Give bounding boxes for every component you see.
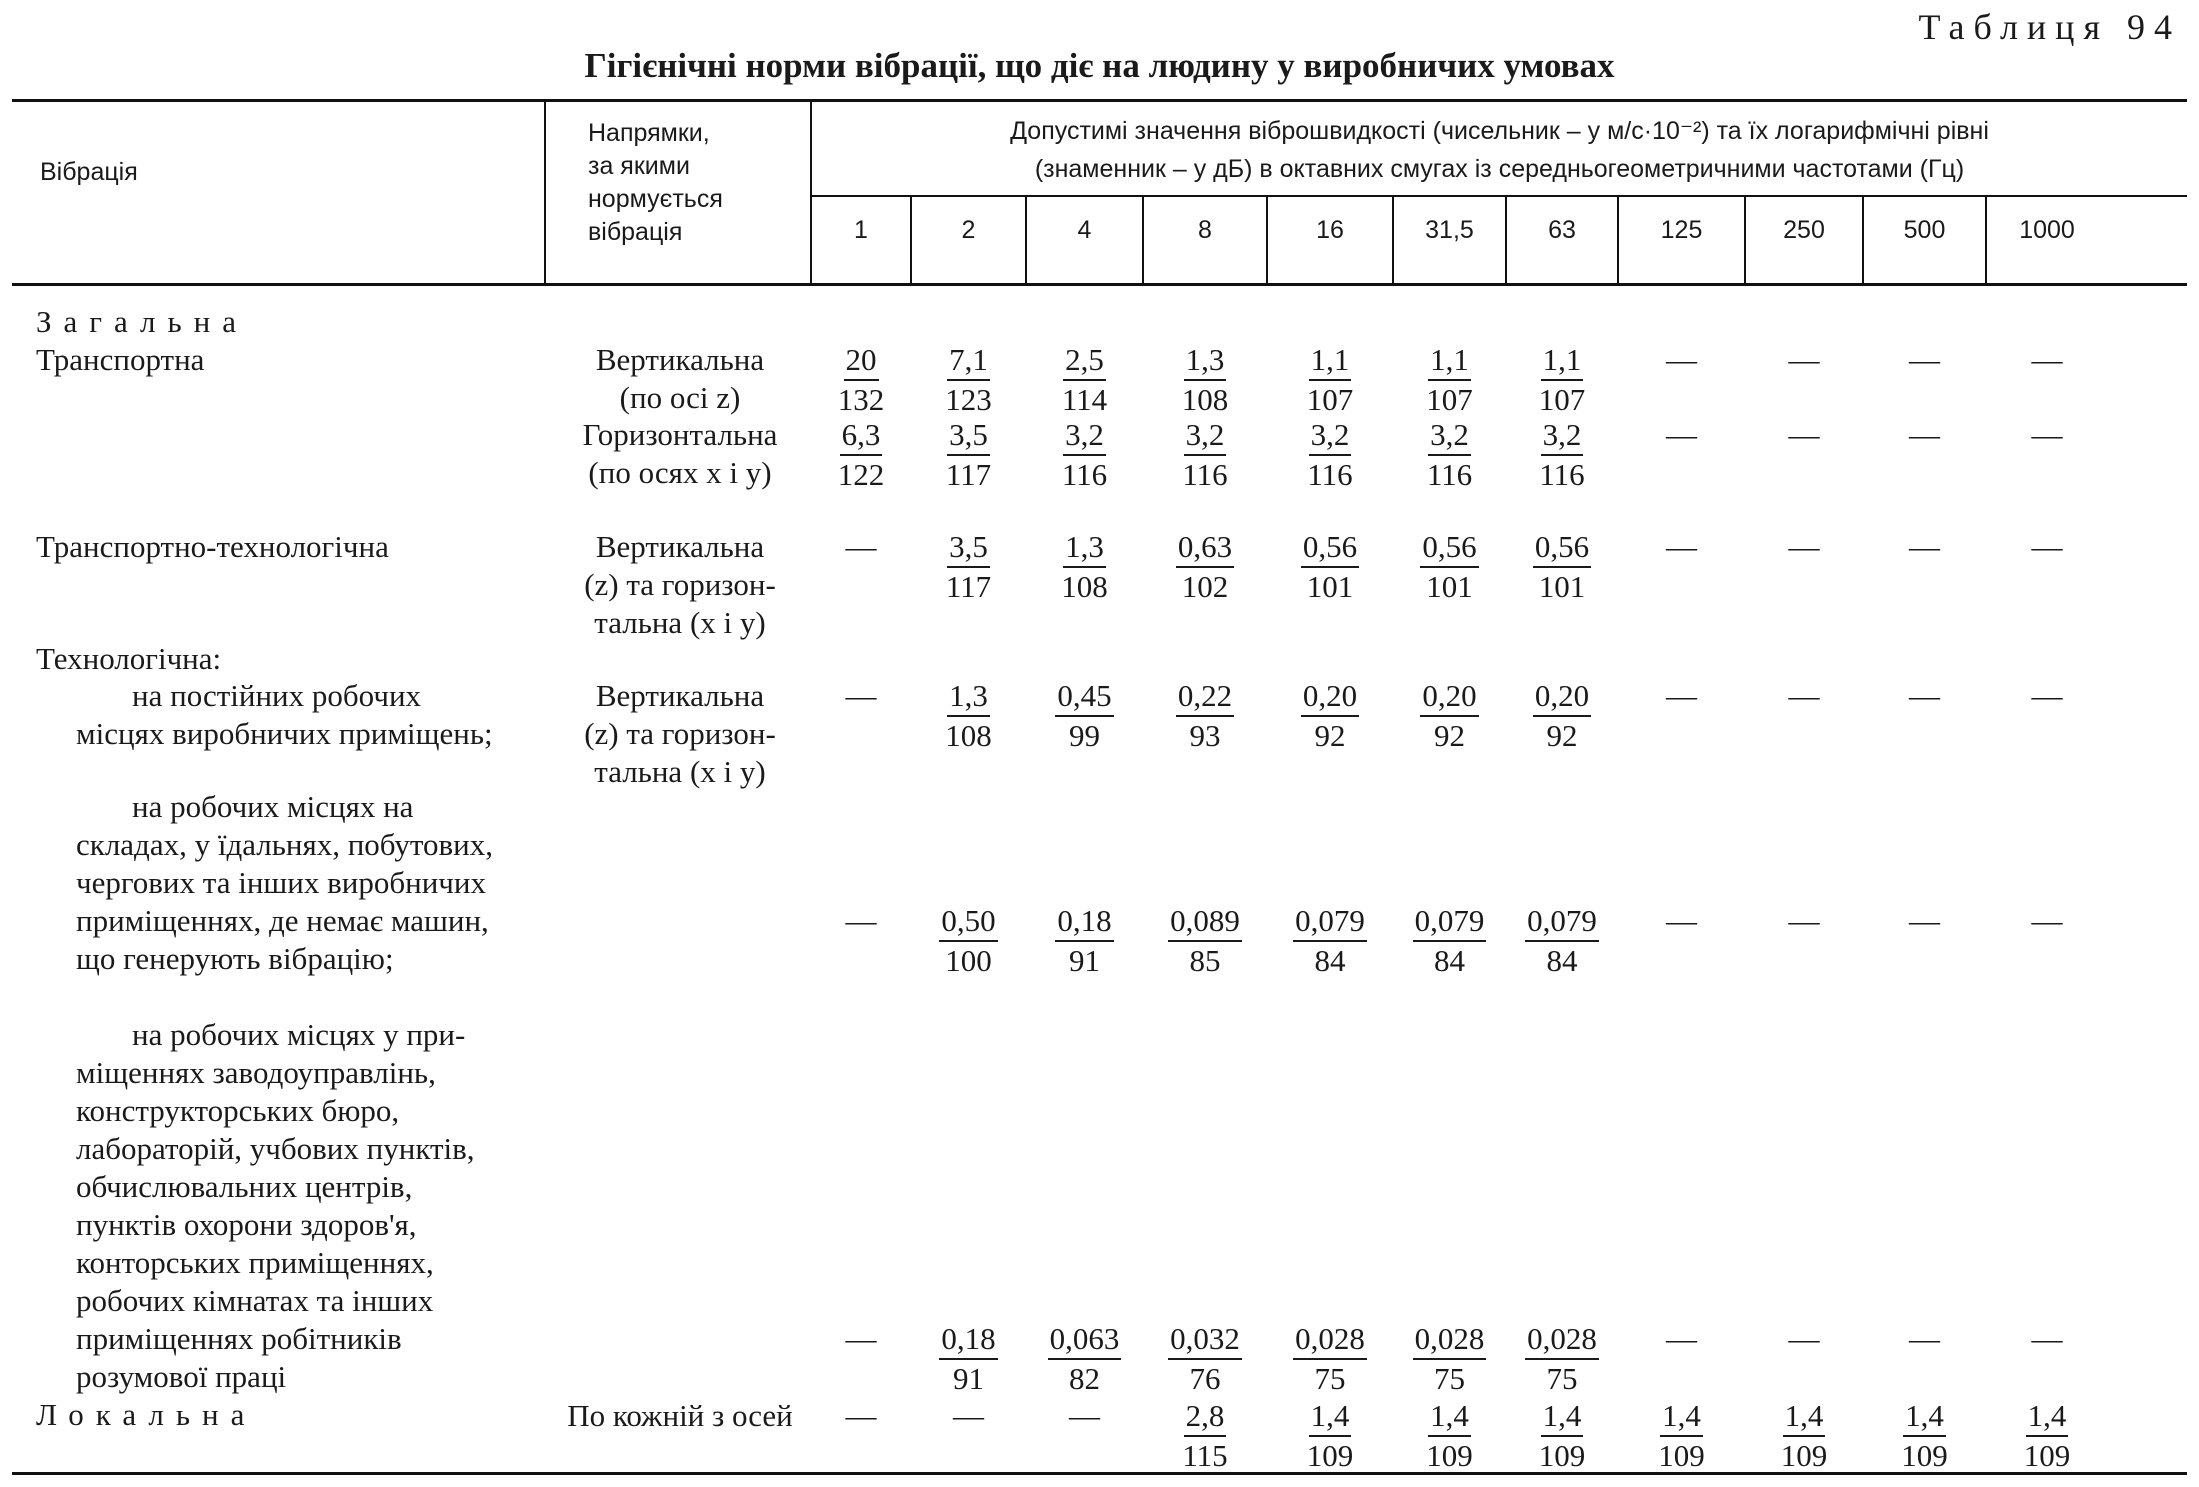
denominator: 116 <box>1426 457 1473 492</box>
numerator: 0,20 <box>1533 677 1591 717</box>
dash-cell: — <box>845 1398 877 1433</box>
denominator: 123 <box>945 382 992 417</box>
top-rule <box>12 99 2187 102</box>
dash-cell: — <box>1788 1321 1820 1356</box>
value-cell <box>1268 902 1392 980</box>
value-cell <box>1268 1397 1392 1475</box>
denominator: 91 <box>953 1361 984 1396</box>
denominator: 109 <box>2023 1438 2071 1473</box>
numerator: 0,56 <box>1533 528 1591 568</box>
numerator: 0,028 <box>1293 1320 1367 1360</box>
denominator: 116 <box>1182 457 1228 492</box>
dash-cell: — <box>1788 903 1820 938</box>
value-cell <box>1394 341 1505 419</box>
numerator: 3,2 <box>1184 416 1227 456</box>
row-tech-sub2: на робочих місцях на складах, у їдальнях, побутових, чергових та інших виробничих приміщеннях, де немає машин, що генерують вібрацію; <box>76 789 494 976</box>
numerator: 1,4 <box>1783 1397 1826 1437</box>
denominator: 114 <box>1061 382 1108 417</box>
denominator: 109 <box>1780 1438 1828 1473</box>
direction-cell: Горизонтальна (по осях x і y) <box>582 417 778 490</box>
freq-header: 2 <box>961 216 976 244</box>
numerator: 1,1 <box>1428 341 1471 381</box>
value-cell <box>1507 1320 1617 1398</box>
denominator: 84 <box>1546 943 1578 978</box>
denominator: 75 <box>1546 1361 1578 1396</box>
denominator: 107 <box>1538 382 1586 417</box>
value-cell <box>1027 528 1142 606</box>
row-local: Локальна <box>36 1397 257 1432</box>
value-cell <box>1268 341 1392 419</box>
value-cell <box>1394 1397 1505 1475</box>
value-cell <box>1507 1397 1617 1475</box>
dash-cell: — <box>1666 1321 1697 1356</box>
direction-cell: Вертикальна (z) та горизон- тальна (x і y) <box>584 678 776 789</box>
numerator: 7,1 <box>947 341 990 381</box>
denominator: 107 <box>1306 382 1354 417</box>
denominator: 108 <box>945 718 992 753</box>
value-cell <box>1144 1397 1266 1475</box>
direction-cell: Вертикальна (по осі z) <box>595 342 765 415</box>
dash-cell: — <box>1788 342 1820 377</box>
numerator: 0,56 <box>1420 528 1478 568</box>
numerator: 3,2 <box>1309 416 1352 456</box>
dash-cell: — <box>1666 417 1697 452</box>
denominator: 75 <box>1434 1361 1465 1396</box>
numerator: 0,63 <box>1176 528 1234 568</box>
value-cell <box>1144 341 1266 419</box>
value-cell <box>1144 416 1266 494</box>
value-cell <box>1027 341 1142 419</box>
denominator: 85 <box>1189 943 1221 978</box>
value-cell <box>1268 1320 1392 1398</box>
table-title: Гігієнічні норми вібрації, що діє на людину у виробничих умовах <box>584 46 1615 85</box>
denominator: 101 <box>1306 569 1354 604</box>
numerator: 3,5 <box>947 416 990 456</box>
denominator: 91 <box>1069 943 1100 978</box>
denominator: 100 <box>945 943 992 978</box>
numerator: 1,4 <box>2026 1397 2069 1437</box>
denominator: 116 <box>1061 457 1108 492</box>
numerator: 20 <box>844 341 879 381</box>
numerator: 0,22 <box>1176 677 1234 717</box>
denominator: 75 <box>1314 1361 1346 1396</box>
value-cell <box>812 341 910 419</box>
value-cell <box>1619 1397 1744 1475</box>
row-transport-tech: Транспортно-технологічна <box>36 529 389 564</box>
value-cell <box>1394 528 1505 606</box>
value-cell <box>1144 528 1266 606</box>
denominator: 102 <box>1181 569 1229 604</box>
denominator: 116 <box>1307 457 1353 492</box>
value-cell <box>1268 416 1392 494</box>
value-cell <box>1027 1320 1142 1398</box>
numerator: 0,032 <box>1168 1320 1242 1360</box>
dash-cell: — <box>2031 678 2063 713</box>
numerator: 0,18 <box>1055 902 1113 942</box>
row-general: Загальна <box>36 304 248 339</box>
numerator: 1,4 <box>1660 1397 1703 1437</box>
denominator: 117 <box>945 457 992 492</box>
freq-header: 8 <box>1198 216 1212 244</box>
dash-cell: — <box>845 678 877 713</box>
denominator: 122 <box>837 457 885 492</box>
dash-cell: — <box>845 903 877 938</box>
numerator: 0,079 <box>1413 902 1487 942</box>
denominator: 92 <box>1546 718 1578 753</box>
dash-cell: — <box>845 1321 877 1356</box>
denominator: 108 <box>1061 569 1108 604</box>
numerator: 1,3 <box>947 677 990 717</box>
value-cell <box>1864 1397 1985 1475</box>
denominator: 99 <box>1069 718 1100 753</box>
row-tech-sub3: на робочих місцях у при- міщеннях заводоуправлінь, конструкторських бюро, лабораторій, учбових пунктів, обчислювальних центрів, пунктів охорони здоров'я, конторських приміщеннях, робочих кімнатах та інших приміщеннях робітників розумової праці <box>76 1017 475 1394</box>
numerator: 0,028 <box>1413 1320 1487 1360</box>
table-number: Таблиця 94 <box>1918 7 2181 47</box>
value-cell <box>1144 677 1266 755</box>
denominator: 117 <box>945 569 992 604</box>
direction-cell: Вертикальна (z) та горизон- тальна (x і y) <box>584 529 776 640</box>
numerator: 3,2 <box>1428 416 1471 456</box>
denominator: 84 <box>1314 943 1346 978</box>
value-cell <box>912 528 1025 606</box>
freq-header: 4 <box>1077 216 1092 244</box>
dash-cell: — <box>2031 529 2063 564</box>
value-cell <box>1507 416 1617 494</box>
numerator: 1,4 <box>1903 1397 1946 1437</box>
header-directions: Напрямки, за якими нормується вібрація <box>588 119 723 246</box>
numerator: 1,3 <box>1184 341 1227 381</box>
row-tech: Технологічна: <box>36 641 222 676</box>
denominator: 108 <box>1181 382 1229 417</box>
dash-cell: — <box>1909 678 1940 713</box>
denominator: 132 <box>837 382 885 417</box>
denominator: 101 <box>1538 569 1586 604</box>
numerator: 1,4 <box>1541 1397 1584 1437</box>
dash-cell: — <box>1788 529 1820 564</box>
numerator: 0,079 <box>1293 902 1367 942</box>
numerator: 0,56 <box>1301 528 1359 568</box>
numerator: 1,4 <box>1428 1397 1471 1437</box>
direction-cell: По кожній з осей <box>567 1398 793 1433</box>
dash-cell: — <box>1788 678 1820 713</box>
dash-cell: — <box>1666 678 1697 713</box>
value-cell <box>1027 677 1142 755</box>
value-cell <box>1027 902 1142 980</box>
numerator: 0,089 <box>1168 902 1242 942</box>
numerator: 3,2 <box>1063 416 1106 456</box>
value-cell <box>1027 416 1142 494</box>
numerator: 0,50 <box>939 902 997 942</box>
numerator: 0,028 <box>1525 1320 1599 1360</box>
value-cell <box>1746 1397 1862 1475</box>
value-cell <box>1394 416 1505 494</box>
value-cell <box>1987 1397 2107 1475</box>
numerator: 1,1 <box>1541 341 1584 381</box>
denominator: 116 <box>1539 457 1585 492</box>
value-cell <box>1507 341 1617 419</box>
denominator: 109 <box>1901 1438 1948 1473</box>
row-transport: Транспортна <box>36 342 205 377</box>
numerator: 6,3 <box>840 416 883 456</box>
freq-header: 31,5 <box>1425 216 1474 244</box>
numerator: 0,18 <box>939 1320 997 1360</box>
dash-cell: — <box>2031 342 2063 377</box>
value-cell <box>1394 1320 1505 1398</box>
dash-cell: — <box>1666 529 1697 564</box>
freq-header: 1000 <box>2019 216 2075 244</box>
dash-cell: — <box>2031 417 2063 452</box>
dash-cell: — <box>1666 342 1697 377</box>
numerator: 2,8 <box>1184 1397 1227 1437</box>
denominator: 109 <box>1538 1438 1586 1473</box>
freq-header: 250 <box>1783 216 1825 244</box>
value-cell <box>912 902 1025 980</box>
denominator: 109 <box>1426 1438 1473 1473</box>
denominator: 115 <box>1182 1438 1228 1473</box>
col-divider <box>544 100 546 284</box>
denominator: 92 <box>1434 718 1465 753</box>
value-cell <box>912 1320 1025 1398</box>
denominator: 76 <box>1189 1361 1221 1396</box>
denominator: 92 <box>1314 718 1346 753</box>
value-cell <box>912 677 1025 755</box>
value-cell <box>1507 528 1617 606</box>
dash-cell: — <box>2031 903 2063 938</box>
dash-cell: — <box>953 1398 984 1433</box>
freq-header: 500 <box>1903 216 1946 244</box>
value-cell <box>1507 902 1617 980</box>
dash-cell: — <box>1909 342 1940 377</box>
numerator: 0,20 <box>1420 677 1478 717</box>
value-cell <box>912 416 1025 494</box>
value-cell <box>1144 902 1266 980</box>
freq-header: 125 <box>1660 216 1703 244</box>
value-cell <box>1507 677 1617 755</box>
freq-header: 1 <box>854 216 868 244</box>
dash-cell: — <box>845 529 877 564</box>
numerator: 0,20 <box>1301 677 1359 717</box>
dash-cell: — <box>1909 903 1940 938</box>
numerator: 1,1 <box>1309 341 1352 381</box>
value-cell <box>1268 528 1392 606</box>
dash-cell: — <box>1666 903 1697 938</box>
numerator: 0,45 <box>1055 677 1113 717</box>
dash-cell: — <box>1788 417 1820 452</box>
numerator: 1,4 <box>1309 1397 1352 1437</box>
dash-cell: — <box>1909 529 1940 564</box>
numerator: 0,079 <box>1525 902 1599 942</box>
header-vibration: Вібрація <box>40 158 138 186</box>
freq-header: 16 <box>1316 216 1344 244</box>
dash-cell: — <box>2031 1321 2063 1356</box>
denominator: 84 <box>1434 943 1465 978</box>
dash-cell: — <box>1069 1398 1100 1433</box>
denominator: 82 <box>1069 1361 1100 1396</box>
freq-header: 63 <box>1548 216 1576 244</box>
value-cell <box>1394 677 1505 755</box>
value-cell <box>812 416 910 494</box>
header-bottom-rule <box>12 283 2187 286</box>
value-cell <box>1268 677 1392 755</box>
dash-cell: — <box>1909 417 1940 452</box>
denominator: 93 <box>1189 718 1221 753</box>
value-cell <box>912 341 1025 419</box>
value-cell <box>1394 902 1505 980</box>
numerator: 3,5 <box>947 528 990 568</box>
denominator: 107 <box>1426 382 1473 417</box>
header-values: Допустимі значення віброшвидкості (чисельник – у м/с·10⁻²) та їх логарифмічні рівні (знаменник – у дБ) в октавних смугах із середньогеометричними частотами (Гц) <box>1010 117 1989 183</box>
sub-header-rule <box>810 195 2187 197</box>
value-cell <box>1144 1320 1266 1398</box>
numerator: 1,3 <box>1063 528 1106 568</box>
denominator: 109 <box>1658 1438 1705 1473</box>
numerator: 2,5 <box>1063 341 1106 381</box>
row-tech-sub1: на постійних робочих місцях виробничих приміщень; <box>76 678 493 751</box>
numerator: 0,063 <box>1048 1320 1122 1360</box>
denominator: 109 <box>1306 1438 1354 1473</box>
dash-cell: — <box>1909 1321 1940 1356</box>
denominator: 101 <box>1426 569 1473 604</box>
numerator: 3,2 <box>1541 416 1584 456</box>
